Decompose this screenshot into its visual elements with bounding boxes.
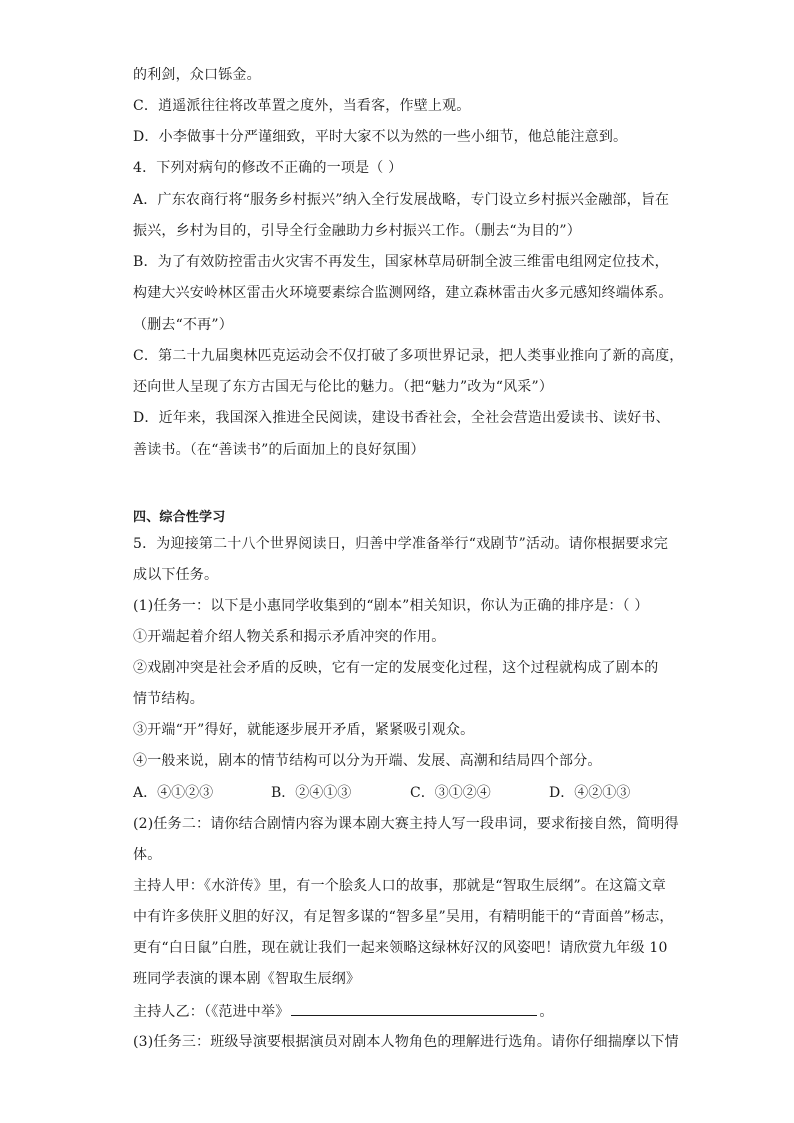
- option-d-q4: D．近年来，我国深入推进全民阅读，建设书香社会，全社会营造出爱读书、读好书、: [133, 410, 670, 426]
- text-line: 善读书。（在“善读书”的后面加上的良好氛围）: [133, 442, 425, 458]
- text-line: 体。: [133, 847, 162, 863]
- option-b[interactable]: B．②④①③: [271, 785, 352, 801]
- question-5-stem: 5．为迎接第二十八个世界阅读日，归善中学准备举行“戏剧节”活动。请你根据要求完: [133, 536, 669, 552]
- text-line: 成以下任务。: [133, 567, 219, 583]
- section-heading: 四、综合性学习: [133, 510, 226, 525]
- text-line: 的利剑，众口铄金。: [133, 67, 261, 83]
- host-b-label: 主持人乙：（《范进中举》: [133, 1004, 290, 1020]
- text-line: 情节结构。: [133, 691, 204, 707]
- text-line: 还向世人呈现了东方古国无与伦比的魅力。（把“魅力”改为“风采”）: [133, 379, 554, 395]
- text-line: 振兴，乡村为目的，引导全行金融助力乡村振兴工作。（删去“为目的”）: [133, 223, 581, 239]
- option-d-q3: D．小李做事十分严谨细致，平时大家不以为然的一些小细节，他总能注意到。: [133, 129, 628, 145]
- option-a-q4: A．广东农商行将“服务乡村振兴”纳入全行发展战略，专门设立乡村振兴金融部，旨在: [133, 192, 670, 208]
- task-3-prompt: (3)任务三：班级导演要根据演员对剧本人物角色的理解进行选角。请你仔细揣摩以下情: [133, 1034, 679, 1050]
- statement-2: ②戏剧冲突是社会矛盾的反映，它有一定的发展变化过程，这个过程就构成了剧本的: [133, 660, 659, 676]
- text-line: 更有“白日鼠”白胜，现在就让我们一起来领略这绿林好汉的风姿吧！请欣赏九年级 10: [133, 940, 668, 956]
- text-line: 中有许多侠肝义胆的好汉，有足智多谋的“智多星”吴用，有精明能干的“青面兽”杨志，: [133, 909, 674, 925]
- statement-1: ①开端起着介绍人物关系和揭示矛盾冲突的作用。: [133, 629, 446, 645]
- text-line: 班同学表演的课本剧《智取生辰纲》: [133, 971, 361, 987]
- option-a[interactable]: A．④①②③: [133, 785, 214, 801]
- statement-3: ③开端“开”得好，就能逐步展开矛盾，紧紧吸引观众。: [133, 722, 475, 738]
- text-line: （删去“不再”）: [133, 317, 233, 333]
- option-c-q3: C．逍遥派往往将改革置之度外，当看客，作壁上观。: [133, 98, 471, 114]
- text-line: 构建大兴安岭林区雷击火环境要素综合监测网络，建立森林雷击火多元感知终端体系。: [133, 285, 673, 301]
- host-b-end: 。: [539, 1004, 554, 1020]
- answer-blank[interactable]: [291, 1001, 537, 1016]
- option-c[interactable]: C．③①②④: [410, 785, 491, 801]
- task-2-prompt: (2)任务二：请你结合剧情内容为课本剧大赛主持人写一段串词，要求衔接自然，简明得: [133, 816, 679, 832]
- host-b-line: [133, 1001, 554, 1022]
- task-1-prompt: (1)任务一：以下是小惠同学收集到的“剧本”相关知识，你认为正确的排序是：（ ）: [133, 598, 649, 614]
- question-4-stem: 4．下列对病句的修改不正确的一项是（ ）: [133, 160, 403, 176]
- option-c-q4: C．第二十九届奥林匹克运动会不仅打破了多项世界记录，把人类事业推向了新的高度，: [133, 348, 684, 364]
- statement-4: ④一般来说，剧本的情节结构可以分为开端、发展、高潮和结局四个部分。: [133, 753, 602, 769]
- option-b-q4: B．为了有效防控雷击火灾害不再发生，国家林草局研制全波三维雷电组网定位技术，: [133, 254, 669, 270]
- option-d[interactable]: D．④②①③: [549, 785, 631, 801]
- host-a-line: 主持人甲：《水浒传》里，有一个脍炙人口的故事，那就是“智取生辰纲”。在这篇文章: [133, 878, 667, 894]
